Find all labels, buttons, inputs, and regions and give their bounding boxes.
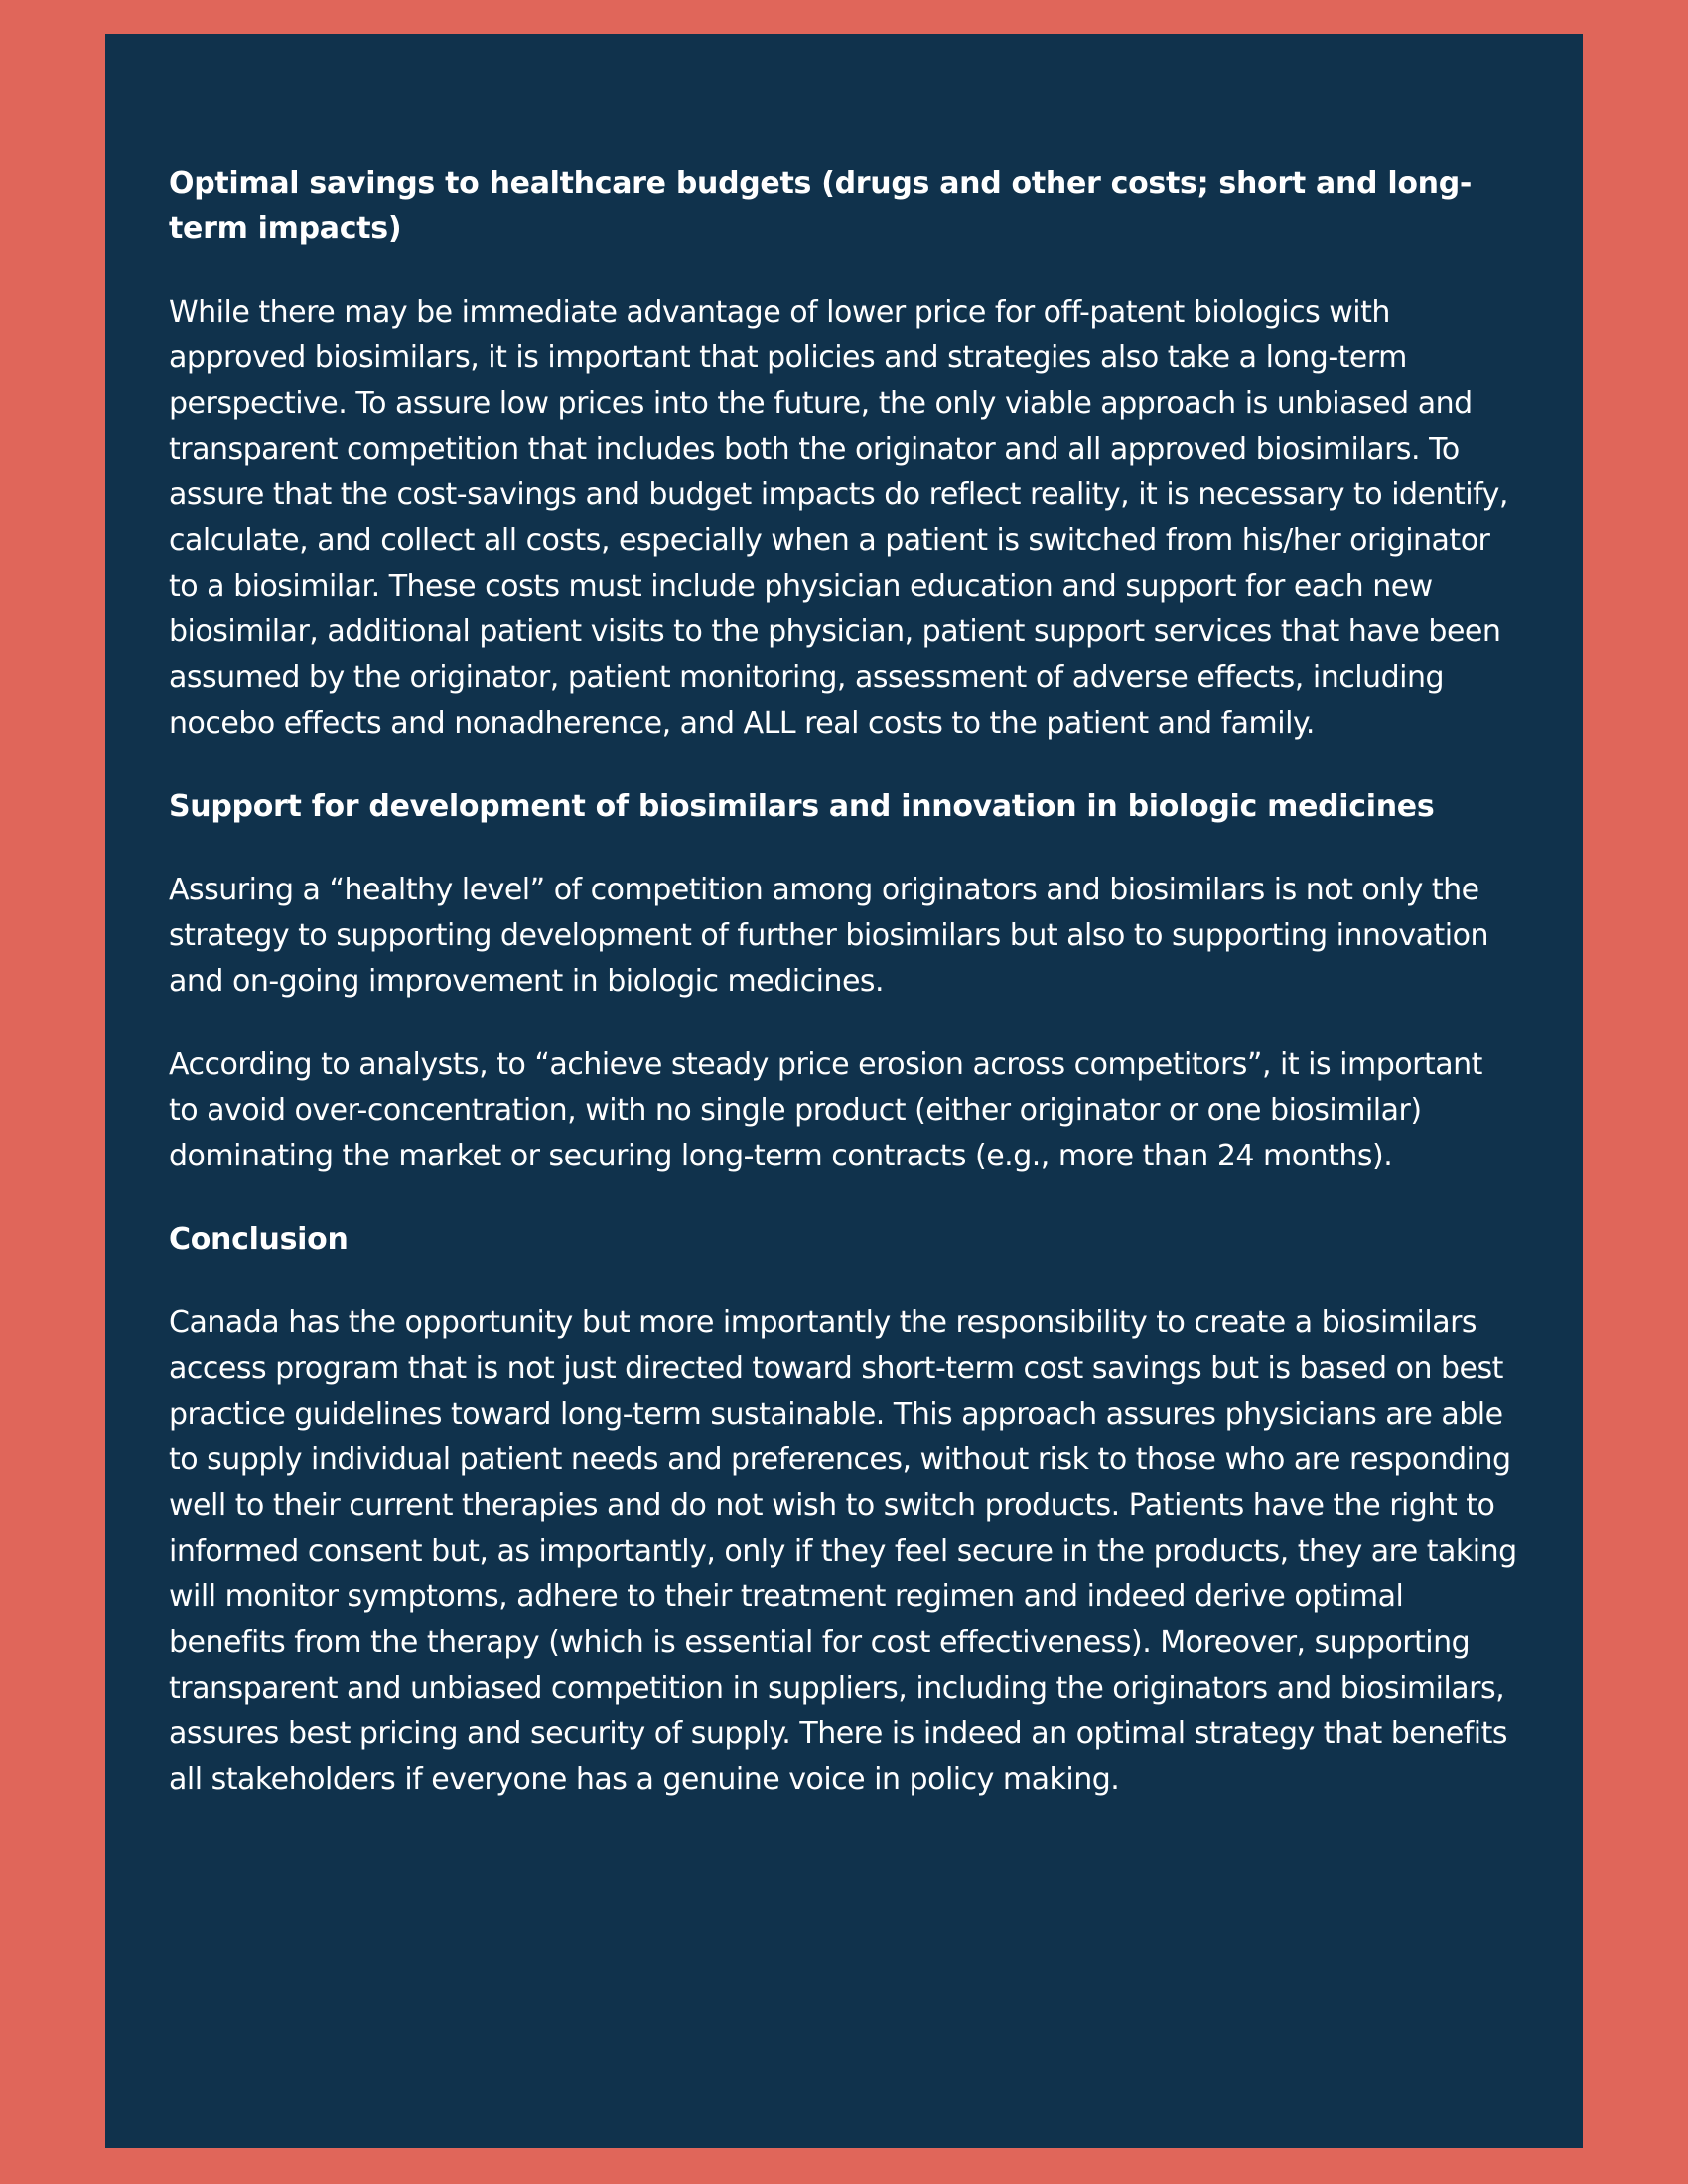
paragraph-analysts: According to analysts, to “achieve steady price erosion across competitors”, it is important to avoid over-concentration, with no single product (either originator or one biosimilar) dominating the market or securing long-term contracts (e.g., more than 24 months). [169, 1047, 1482, 1173]
paragraph-optimal-savings: While there may be immediate advantage of lower price for off-patent biologics with approved biosimilars, it is important that policies and strategies also take a long-term perspective. To assure low prices into the future, the only viable approach is unbiased and transparent competition that includes both the originator and all approved biosimilars. To assure that the cost-savings and budget impacts do reflect reality, it is necessary to identify, calculate, and collect all costs, especially when a patient is switched from his/her originator to a biosimilar. These costs must include physician education and support for each new biosimilar, additional patient visits to the physician, patient support services that have been assumed by the originator, patient monitoring, assessment of adverse effects, including nocebo effects and nonadherence, and ALL real costs to the patient and family. [169, 295, 1508, 741]
paragraph-healthy-competition: Assuring a “healthy level” of competition among originators and biosimilars is not only the strategy to supporting development of further biosimilars but also to supporting innovation and on-going improvement in biologic medicines. [169, 873, 1488, 999]
content-panel [105, 34, 1583, 2148]
heading-support-development: Support for development of biosimilars and innovation in biologic medicines [169, 789, 1435, 824]
paragraph-conclusion: Canada has the opportunity but more importantly the responsibility to create a biosimilars access program that is not just directed toward short-term cost savings but is based on best practice guidelines toward long-term sustainable. This approach assures physicians are able to supply individual patient needs and preferences, without risk to those who are responding well to their current therapies and do not wish to switch products. Patients have the right to informed consent but, as importantly, only if they feel secure in the products, they are taking will monitor symptoms, adhere to their treatment regimen and indeed derive optimal benefits from the therapy (which is essential for cost effectiveness). Moreover, supporting transparent and unbiased competition in suppliers, including the originators and biosimilars, assures best pricing and security of supply. There is indeed an optimal strategy that benefits all stakeholders if everyone has a genuine voice in policy making. [169, 1305, 1517, 1797]
heading-optimal-savings: Optimal savings to healthcare budgets (drugs and other costs; short and long- term impacts) [169, 166, 1473, 246]
heading-conclusion: Conclusion [169, 1222, 349, 1257]
